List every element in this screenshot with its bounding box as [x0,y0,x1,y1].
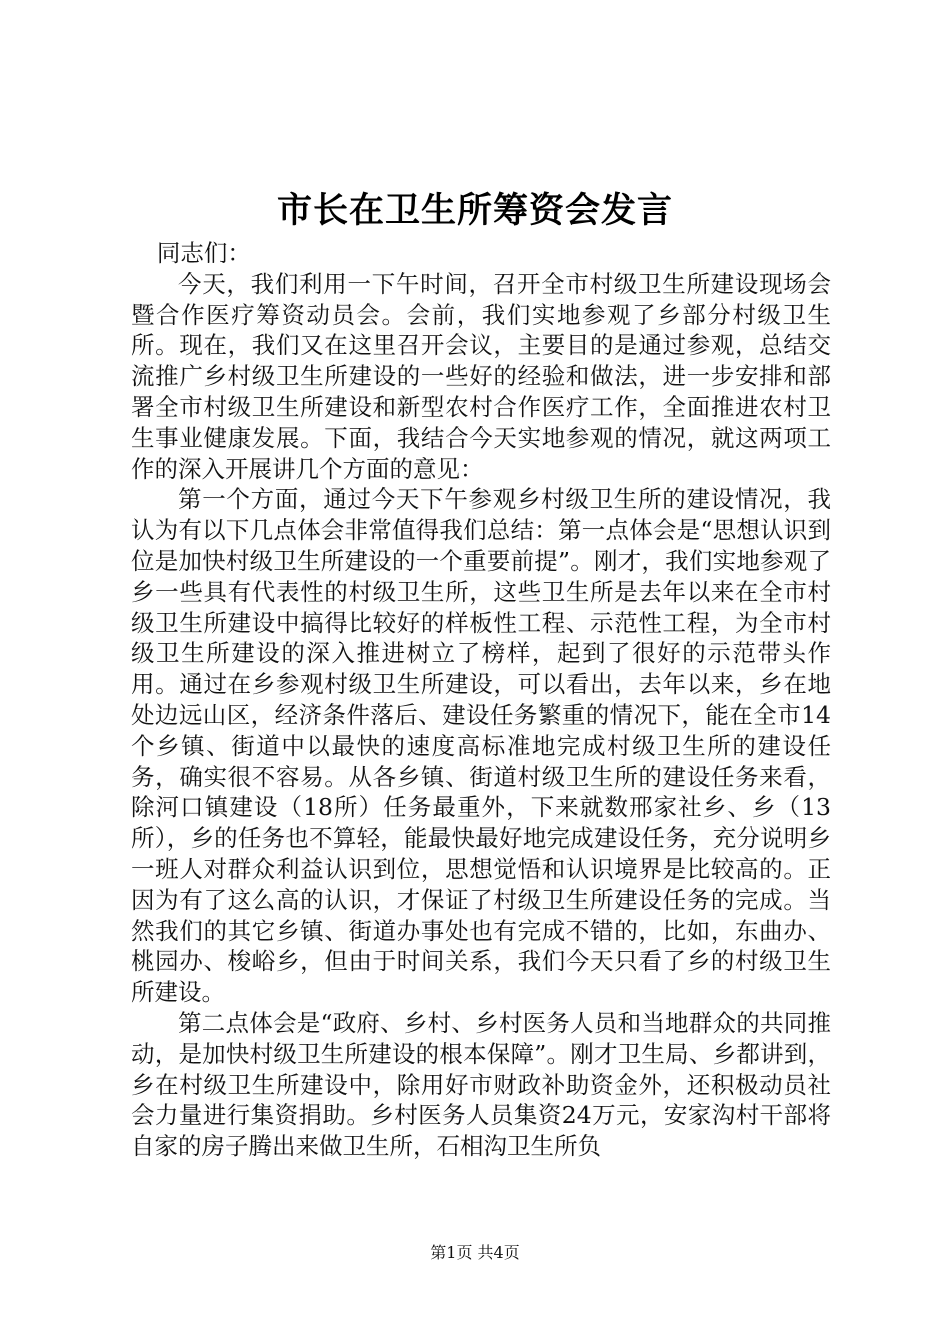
page-footer: 第1页 共4页 [430,1243,520,1262]
paragraph: 第一个方面，通过今天下午参观乡村级卫生所的建设情况，我认为有以下几点体会非常值得我们总结：第一点体会是“思想认识到位是加快村级卫生所建设的一个重要前提”。刚才，我们实地参观了乡一些具有代表性的村级卫生所，这些卫生所是去年以来在全市村级卫生所建设中搞得比较好的样板性工程、示范性工程，为全市村级卫生所建设的深入推进树立了榜样，起到了很好的示范带头作用。通过在乡参观村级卫生所建设，可以看出，去年以来，乡在地处边远山区，经济条件落后、建设任务繁重的情况下，能在全市14个乡镇、街道中以最快的速度高标准地完成村级卫生所的建设任务，确实很不容易。从各乡镇、街道村级卫生所的建设任务来看，除河口镇建设（18所）任务最重外，下来就数邢家社乡、乡（13所），乡的任务也不算轻，能最快最好地完成建设任务，充分说明乡一班人对群众利益认识到位，思想觉悟和认识境界是比较高的。正因为有了这么高的认识，才保证了村级卫生所建设任务的完成。当然我们的其它乡镇、街道办事处也有完成不错的，比如，东曲办、桃园办、梭峪乡，但由于时间关系，我们今天只看了乡的村级卫生所建设。 [131,485,831,1007]
paragraph: 今天，我们利用一下午时间，召开全市村级卫生所建设现场会暨合作医疗筹资动员会。会前，我们实地参观了乡部分村级卫生所。现在，我们又在这里召开会议，主要目的是通过参观，总结交流推广乡村级卫生所建设的一些好的经验和做法，进一步安排和部署全市村级卫生所建设和新型农村合作医疗工作，全面推进农村卫生事业健康发展。下面，我结合今天实地参观的情况，就这两项工作的深入开展讲几个方面的意见： [131,269,831,483]
paragraph: 第二点体会是“政府、乡村、乡村医务人员和当地群众的共同推动，是加快村级卫生所建设的根本保障”。刚才卫生局、乡都讲到，乡在村级卫生所建设中，除用好市财政补助资金外，还积极动员社会力量进行集资捐助。乡村医务人员集资24万元，安家沟村干部将自家的房子腾出来做卫生所，石相沟卫生所负 [131,1008,831,1161]
document-body [131,238,831,1162]
document-title: 市长在卫生所筹资会发言 [276,190,673,231]
greeting: 同志们： [156,239,251,267]
